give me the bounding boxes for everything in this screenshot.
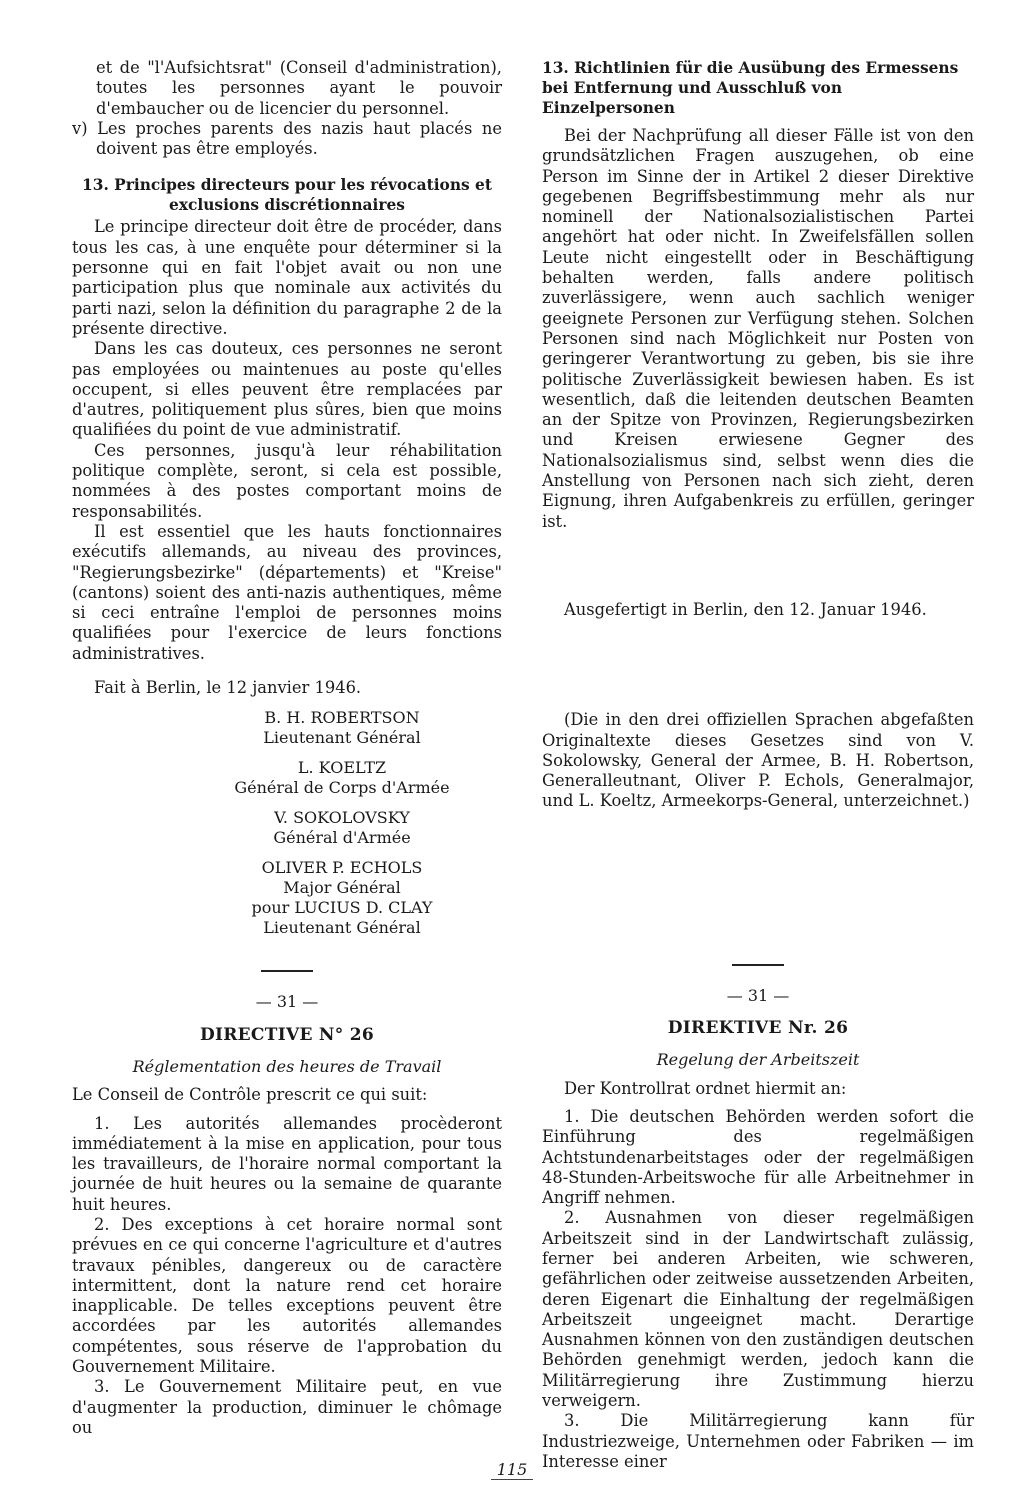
german-column (542, 58, 974, 1472)
signatory-name: L. KOELTZ (297, 758, 387, 778)
fr-paragraph: Il est essentiel que les hauts fonctionnaires exécutifs allemands, au niveau des provinces, "Regierungsbezirke" (départements) et "Kreise" (cantons) soient des anti-nazis authentiques, même si ceci entraîne l'emploi de personnes moins qualifiées pour l'exercice de leurs fonctions administratives. (72, 521, 502, 663)
de-directive-title: DIREKTIVE Nr. 26 (667, 1018, 849, 1039)
fr-directive-title: DIRECTIVE N° 26 (199, 1024, 375, 1045)
fr-paragraph: Dans les cas douteux, ces personnes ne seront pas employées ou maintenues au poste qu'elles occupent, si elles peuvent être remplacées par d'autres, politiquement plus sûres, bien que moins qualifiées du point de vue administratif. (72, 339, 502, 440)
de-signature-note: (Die in den drei offiziellen Sprachen abgefaßten Originaltexte dieses Gesetzes sind von V. Sokolowsky, General der Armee, B. H. Robertson, Generalleutnant, Oliver P. Echols, Generalmajor, und L. Koeltz, Armeekorps-General, unterzeichnet.) (542, 710, 974, 811)
fr-signatures (72, 708, 502, 938)
fr-directive-subtitle: Réglementation des heures de Travail (132, 1056, 442, 1076)
fr-directive-paragraph: 1. Les autorités allemandes procèderont immédiatement à la mise en application, pour tous les travailleurs, de l'horaire normal comportant la journée de huit heures ou la semaine de quarante huit heures. (72, 1113, 502, 1214)
de-directive-paragraph: 1. Die deutschen Behörden werden sofort die Einführung des regelmäßigen Achtstundenarbeitstages oder der regelmäßigen 48-Stunden-Arbeitswoche für alle Arbeitnehmer in Angriff nehmen. (542, 1106, 974, 1208)
signatory-name: OLIVER P. ECHOLS (261, 858, 423, 878)
signatory-pour-title: Lieutenant Général (263, 918, 421, 938)
signatory-name: B. H. ROBERTSON (264, 708, 420, 728)
page-number: 115 (491, 1460, 534, 1480)
fr-paragraph: Ces personnes, jusqu'à leur réhabilitation politique complète, seront, si cela est possible, nommées à des postes comportant moins de responsabilités. (72, 440, 502, 521)
de-directive-subtitle: Regelung der Arbeitszeit (656, 1050, 860, 1070)
de-directive-paragraph: 3. Die Militärregierung kann für Industriezweige, Unternehmen oder Fabriken — im Interesse einer (542, 1411, 974, 1471)
fr-directive-paragraph: 2. Des exceptions à cet horaire normal sont prévues en ce qui concerne l'agriculture et d'autres travaux pénibles, dangereux ou de caractère intermittent, dont la nature rend cet horaire inapplicable. De telles exceptions peuvent être accordées par les autorités allemandes compétentes, sous réserve de l'approbation du Gouvernement Militaire. (72, 1214, 502, 1377)
signatory-title: Général de Corps d'Armée (234, 778, 450, 798)
fr-item-u-continuation: et de "l'Aufsichtsrat" (Conseil d'administration), toutes les personnes ayant le pouvoir d'embaucher ou de licencier du personnel. (96, 58, 502, 118)
fr-directive-paragraph: 3. Le Gouvernement Militaire peut, en vue d'augmenter la production, diminuer le chômage ou (72, 1377, 502, 1437)
de-directive-paragraph: 2. Ausnahmen von dieser regelmäßigen Arbeitszeit sind in der Landwirtschaft zulässig, ferner bei anderen Arbeiten, wie schweren, gefährlichen oder zeitweise aussetzenden Arbeiten, deren Eigenart die Einhaltung der regelmäßigen Arbeitszeit ungeeignet macht. Derartige Ausnahmen können von den zuständigen deutschen Behörden genehmigt werden, jedoch kann die Militärregierung ihre Zustimmung hierzu verweigern. (542, 1208, 974, 1411)
de-paragraph: Bei der Nachprüfung all dieser Fälle ist von den grundsätzlichen Fragen auszugehen, ob eine Person im Sinne der in Artikel 2 dieser Direktive gegebenen Begriffsbestimmung mehr als nur nominell der Nationalsozialistischen Partei angehört hat oder nicht. In Zweifelsfällen sollen Leute nicht eingestellt oder in Beschäftigung behalten werden, falls andere politisch zuverlässigere, wenn auch sachlich weniger geeignete Personen zur Verfügung stehen. Solchen Personen sind nach Möglichkeit nur Posten von geringerer Verantwortung zu geben, bis sie ihre politische Zuverlässigkeit bewiesen haben. Es ist wesentlich, daß die leitenden deutschen Beamten an der Spitze von Provinzen, Regierungsbezirken und Kreisen erwiesene Gegner des Nationalsozialismus sind, selbst wenn dies die Anstellung von Personen nach sich zieht, deren Eignung, ihren Aufgabenkreis zu erfüllen, geringer ist. (542, 126, 974, 531)
de-dateline: Ausgefertigt in Berlin, den 12. Januar 1946. (564, 599, 927, 619)
signatory (182, 708, 502, 748)
section-divider (261, 970, 313, 972)
signatory-title: Major Général (283, 878, 401, 898)
signatory (182, 808, 502, 848)
de-section-13-heading: 13. Richtlinien für die Ausübung des Ermessens bei Entfernung und Ausschluß von Einzelpersonen (542, 59, 959, 117)
signatory-name: V. SOKOLOVSKY (274, 808, 410, 828)
fr-paragraph: Le principe directeur doit être de procéder, dans tous les cas, à une enquête pour déterminer si la personne qui en fait l'objet avait ou non une participation plus que nominale aux activités du parti nazi, selon la définition du paragraphe 2 de la présente directive. (72, 217, 502, 338)
de-directive-intro: Der Kontrollrat ordnet hiermit an: (564, 1078, 847, 1098)
fr-item-v: v) Les proches parents des nazis haut placés ne doivent pas être employés. (72, 118, 502, 159)
section-divider (732, 964, 784, 966)
page-footer (0, 1460, 1024, 1479)
fr-directive-intro: Le Conseil de Contrôle prescrit ce qui suit: (72, 1085, 428, 1105)
fr-dateline: Fait à Berlin, le 12 janvier 1946. (94, 678, 362, 698)
de-page-number: — 31 — (726, 985, 790, 1005)
signatory (182, 858, 502, 938)
french-column (72, 58, 502, 1438)
signatory-title: Lieutenant Général (263, 728, 421, 748)
fr-page-number: — 31 — (255, 992, 319, 1012)
signatory (182, 758, 502, 798)
fr-section-13-heading: 13. Principes directeurs pour les révocations et exclusions discrétionnaires (82, 176, 492, 215)
signatory-pour: pour LUCIUS D. CLAY (251, 898, 433, 918)
signatory-title: Général d'Armée (273, 828, 411, 848)
